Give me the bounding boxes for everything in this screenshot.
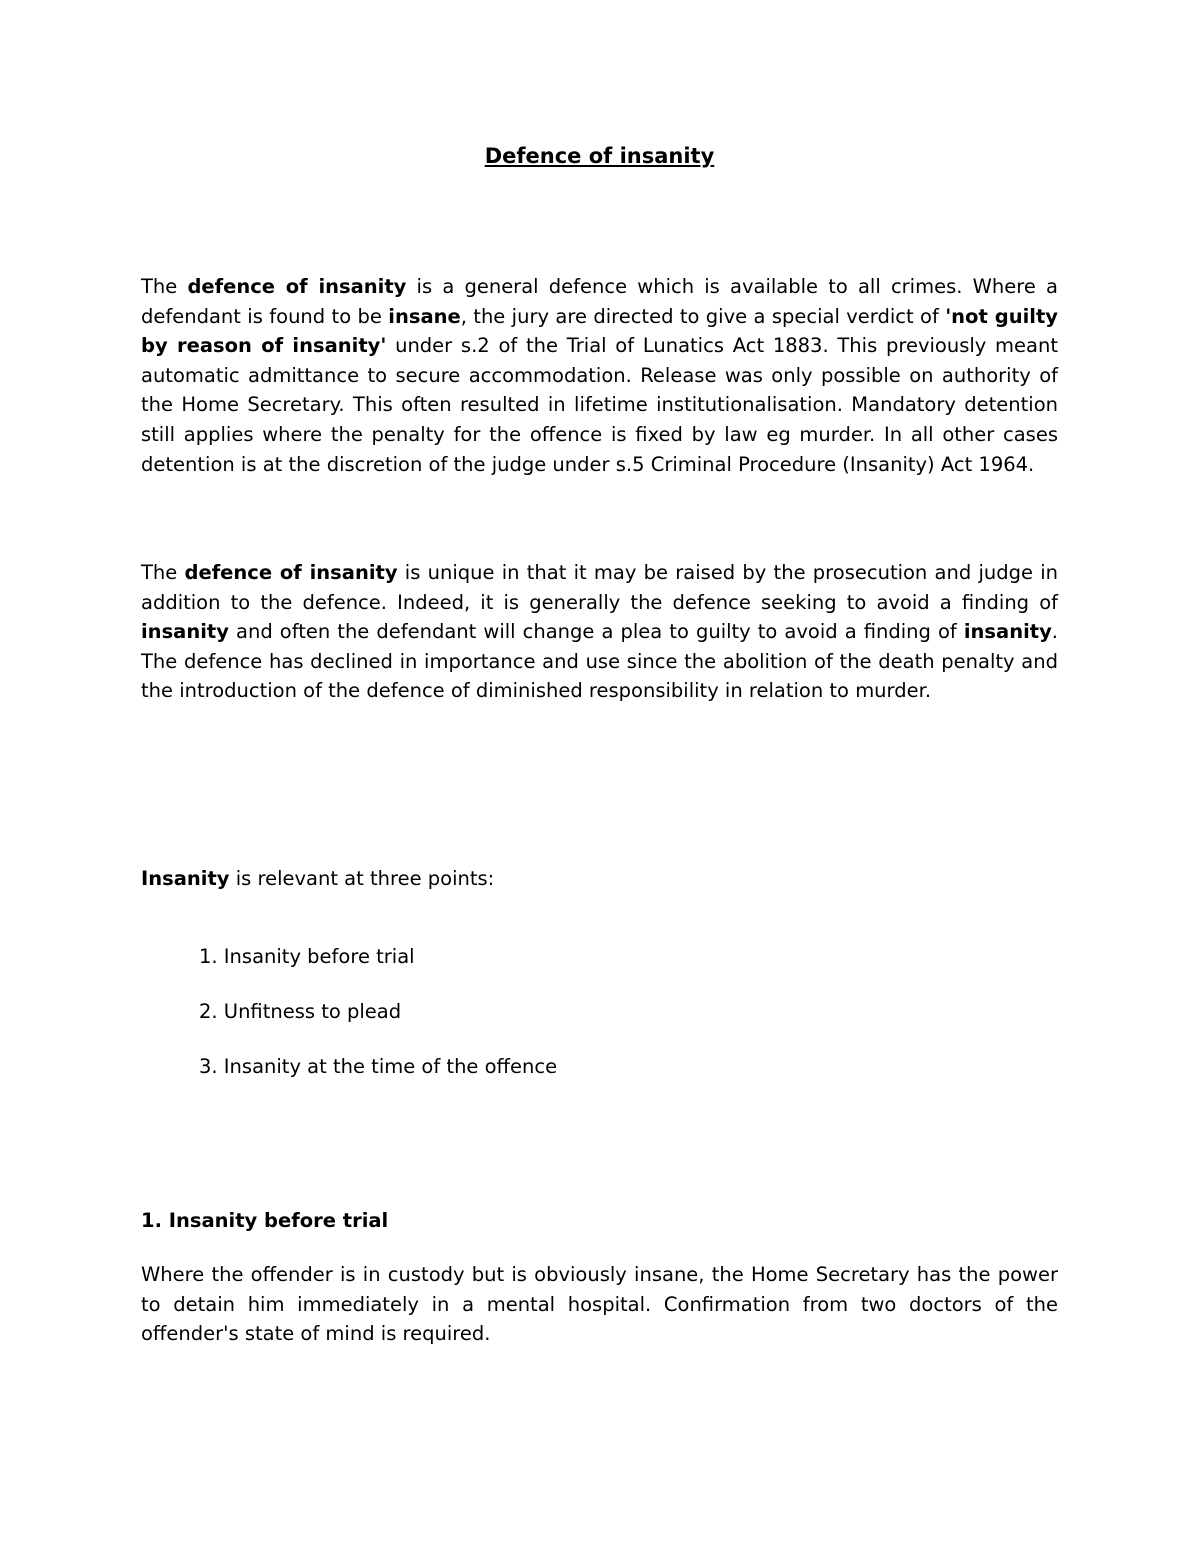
list-item: 2. Unfitness to plead bbox=[199, 1000, 402, 1023]
paragraph-intro bbox=[141, 272, 1058, 479]
paragraph-unique-bold-3: insanity bbox=[963, 620, 1052, 644]
paragraph-intro-text-3: , the jury are directed to give a special verdict of bbox=[460, 304, 946, 328]
list-item: 1. Insanity before trial bbox=[199, 945, 415, 968]
list-item: 3. Insanity at the time of the offence bbox=[199, 1055, 558, 1078]
section-body: Where the offender is in custody but is obviously insane, the Home Secretary has the power to detain him immediately in a mental hospital. Confirmation from two doctors of the offender's state of mind is required. bbox=[141, 1263, 1058, 1346]
paragraph-intro-text-1: The bbox=[141, 275, 188, 298]
paragraph-unique-bold-1: defence of insanity bbox=[184, 561, 398, 584]
paragraph-relevance-bold-1: Insanity bbox=[141, 867, 230, 890]
paragraph-relevance bbox=[141, 864, 1058, 894]
paragraph-intro-bold-1: defence of insanity bbox=[187, 275, 407, 298]
paragraph-unique-text-4: . The defence has declined in importance and use since the abolition of the death penalty and the introduction of the defence of diminished responsibility in relation to murder. bbox=[141, 620, 1058, 703]
paragraph-intro-bold-2: insane bbox=[388, 304, 461, 328]
paragraph-unique-text-1: The bbox=[141, 561, 185, 584]
document-page bbox=[141, 0, 1058, 1553]
paragraph-intro-bold-3: 'not guilty by reason of insanity' bbox=[141, 304, 1058, 358]
paragraph-unique bbox=[141, 558, 1058, 706]
paragraph-intro-text-4: under s.2 of the Trial of Lunatics Act 1883. This previously meant automatic admittance to secure accommodation. Release was only possible on authority of the Home Secretary. This often resulted in lifetime institutionalisation. Mandatory detention still applies where the penalty for the offence is fixed by law eg murder. In all other cases detention is at the discretion of the judge under s.5 Criminal Procedure (Insanity) Act 1964. bbox=[141, 334, 1058, 476]
document-title: Defence of insanity bbox=[484, 144, 715, 168]
section-heading: 1. Insanity before trial bbox=[141, 1209, 389, 1232]
paragraph-unique-text-3: and often the defendant will change a plea to guilty to avoid a finding of bbox=[228, 620, 964, 644]
paragraph-unique-bold-2: insanity bbox=[141, 620, 229, 644]
paragraph-relevance-text-1: is relevant at three points: bbox=[229, 867, 495, 890]
paragraph-intro-text-2: is a general defence which is available to all crimes. Where a defendant is found to be bbox=[141, 275, 1058, 328]
paragraph-unique-text-2: is unique in that it may be raised by the prosecution and judge in addition to the defence. Indeed, it is generally the defence seeking to avoid a finding of bbox=[141, 561, 1059, 614]
